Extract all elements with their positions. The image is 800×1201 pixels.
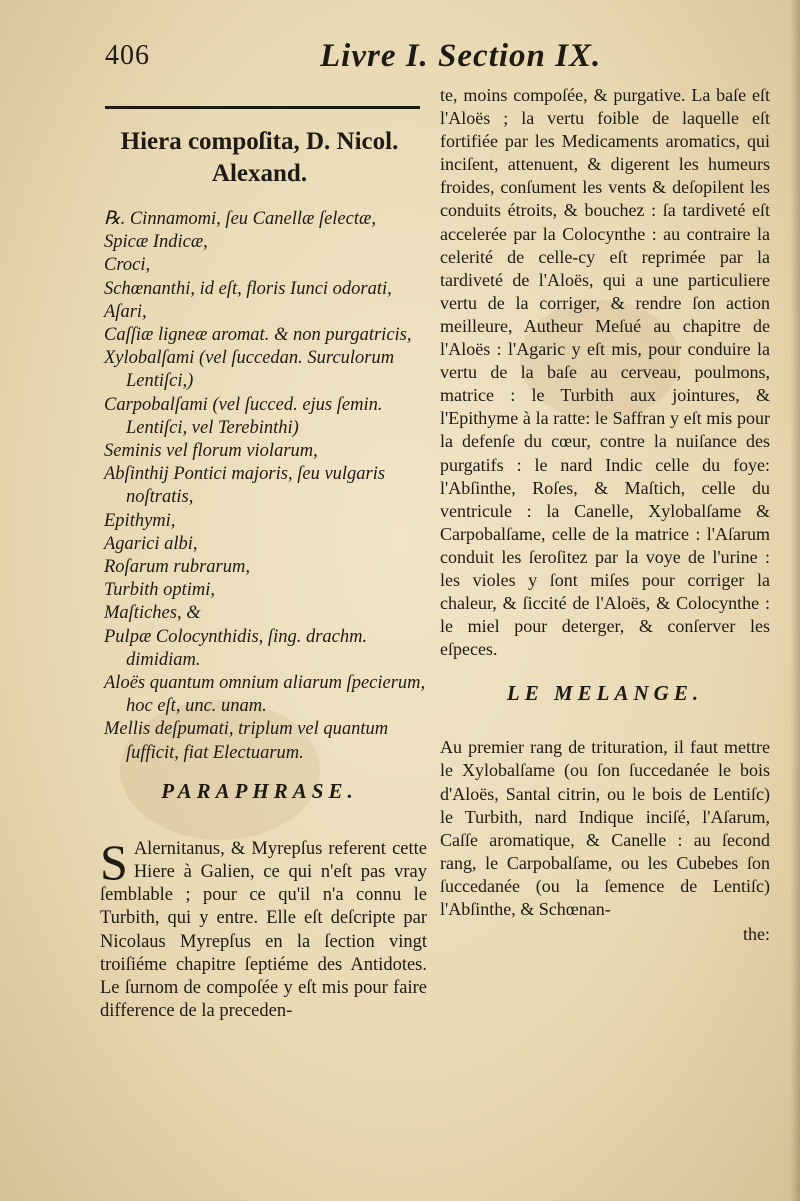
right-column <box>440 84 770 946</box>
ingredient-item: Croci, <box>104 255 151 276</box>
paraphrase-heading: PARAPHRASE. <box>161 778 358 803</box>
ingredient-item: Xylobalſami (vel ſuccedan. Surculorum Lentiſci,) <box>104 348 395 392</box>
ingredient-item: Seminis vel florum violarum, <box>104 441 318 462</box>
catchword: the: <box>743 924 770 945</box>
page-number: 406 <box>105 40 150 71</box>
commentary-text: te, moins compoſée, & purgative. La baſe eſt l'Aloës ; la vertu foible de laquelle eſt fortifiée par les Medicaments aromatics, qui inciſent, attenuent, & digerent les humeurs froides, conſument les vents & deſopilent les conduits étroits, & bouchez : ſa tardiveté eſt accelerée par la Colocynthe : au contraire la celerité de celle-cy eſt reprimée par la tardiveté de l'Aloës, qui a une particuliere vertu de la corriger, & rendre ſon action meilleure, Autheur Meſué au chapitre de l'Aloës : l'Agaric y eſt mis, pour conduire la vertu de la baſe au cerveau, poulmons, matrice : le Turbith aux jointures, & l'Epithyme à la ratte: le Saffran y eſt mis pour la defenſe du cœur, contre la nuiſance des purgatifs : le nard Indic celle du foye: l'Abſinthe, Roſes, & Maſtich, celle du ventricule : la Canelle, Xylobalſame & Carpobalſame, celle de la matrice : l'Aſarum conduit les ſeroſitez par la voye de l'urine : les violes y ſont miſes pour corriger la chaleur, & ſiccité de l'Aloës, & Colocynthe : le miel pour deterger, & conſerver les eſpeces. <box>440 85 770 660</box>
recipe-title-line: Alexand. <box>211 160 308 187</box>
ingredient-item: Agarici albi, <box>104 533 198 554</box>
ingredient-item: Caſſiæ ligneæ aromat. & non purgatricis, <box>104 325 412 346</box>
header-rule <box>105 106 420 109</box>
ingredient-item: Carpobalſami (vel ſucced. ejus ſemin. Lentiſci, vel Terebinthi) <box>104 394 383 438</box>
paraphrase-text: Alernitanus, & Myrepſus referent cette Hiere à Galien, ce qui n'eſt pas vray ſemblable ; pour ce qu'il n'a connu le Turbith, qui y entre. Elle eſt deſcripte par Nicolaus Myrepſus en la ſection vingt troiſiéme chapitre ſeptiéme des Antidotes. Le ſurnom de compoſée y eſt mis pour faire difference de la preceden- <box>100 838 427 1022</box>
drop-cap: S <box>100 833 128 890</box>
paraphrase-body <box>92 833 427 1024</box>
ingredient-item: ℞. Cinnamomi, ſeu Canellæ ſelectæ, <box>104 209 376 229</box>
melange-text: Au premier rang de trituration, il faut mettre le Xylobalſame (ou ſon ſuccedanée le bois d'Aloës, Santal citrin, ou le bois de Lentiſc) le Turbith, nard Indique inciſé, l'Aſarum, Caſſe aromatique, & Canelle : au ſecond rang, le Carpobalſame, ou les Cubebes ſon ſuccedanée (ou la ſemence de Lentiſc) l'Abſinthe, & Schœnan- <box>440 737 770 919</box>
ingredient-item: Abſinthij Pontici majoris, ſeu vulgaris noſtratis, <box>104 464 386 508</box>
melange-heading: LE MELANGE. <box>506 681 704 706</box>
ingredient-item: Mellis deſpumati, triplum vel quantum ſufficit, fiat Electuarum. <box>104 719 389 763</box>
ingredient-item: Turbith optimi, <box>104 580 216 601</box>
ingredient-item: Aloës quantum omnium aliarum ſpecierum, hoc eſt, unc. unam. <box>104 673 426 717</box>
ingredient-item: Schœnanthi, id eſt, floris Iunci odorati, <box>104 278 392 299</box>
ingredient-list <box>92 208 427 765</box>
recipe-title-line: Hiera compoſita, D. Nicol. <box>120 128 399 155</box>
ingredient-item: Spicæ Indicæ, <box>104 232 208 253</box>
running-head: Livre I. Section IX. <box>320 38 602 74</box>
ingredient-item: Maſtiches, & <box>104 603 201 624</box>
page-edge-shadow <box>790 0 800 1201</box>
recipe-title <box>92 126 427 190</box>
ingredient-item: Aſari, <box>104 301 147 322</box>
ingredient-item: Epithymi, <box>104 510 176 531</box>
ingredient-item: Roſarum rubrarum, <box>104 557 250 578</box>
ingredient-item: Pulpæ Colocynthidis, ſing. drachm. dimidiam. <box>104 626 368 670</box>
page-header <box>105 38 760 78</box>
left-column <box>92 126 427 1024</box>
